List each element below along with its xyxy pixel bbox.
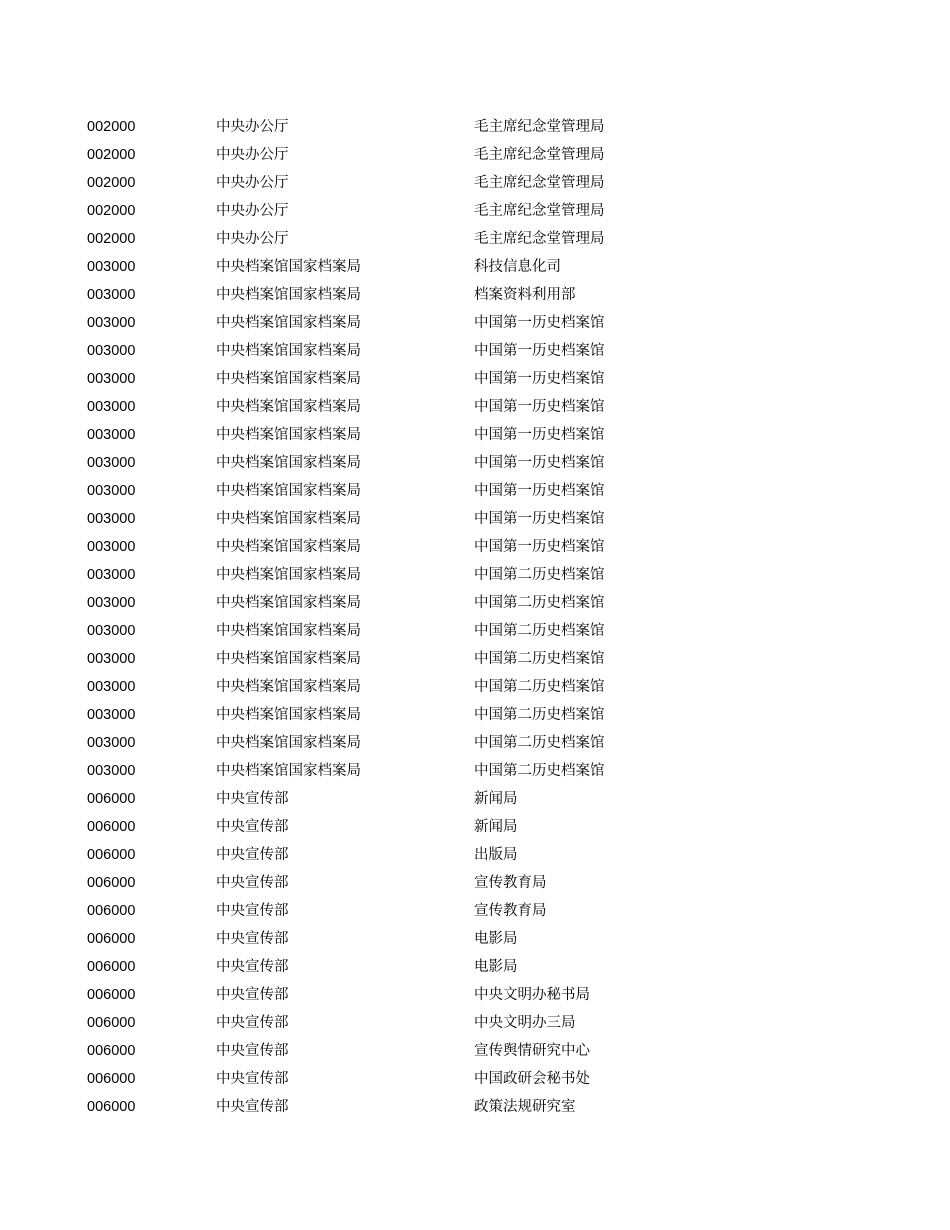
department-cell: 中央宣传部	[216, 903, 289, 919]
unit-cell: 中国第一历史档案馆	[474, 371, 605, 387]
unit-cell: 毛主席纪念堂管理局	[474, 175, 605, 191]
code-cell: 003000	[87, 539, 136, 555]
table-row	[87, 505, 867, 533]
unit-cell: 毛主席纪念堂管理局	[474, 119, 605, 135]
code-cell: 003000	[87, 343, 136, 359]
table-row	[87, 337, 867, 365]
table-row	[87, 757, 867, 785]
department-cell: 中央办公厅	[216, 175, 289, 191]
department-cell: 中央档案馆国家档案局	[216, 763, 361, 779]
table-row	[87, 645, 867, 673]
code-cell: 003000	[87, 623, 136, 639]
unit-cell: 中国第一历史档案馆	[474, 427, 605, 443]
code-cell: 003000	[87, 399, 136, 415]
table-row	[87, 141, 867, 169]
table-row	[87, 393, 867, 421]
code-cell: 003000	[87, 483, 136, 499]
department-cell: 中央办公厅	[216, 119, 289, 135]
table-row	[87, 477, 867, 505]
department-cell: 中央宣传部	[216, 875, 289, 891]
code-cell: 006000	[87, 1015, 136, 1031]
code-cell: 006000	[87, 875, 136, 891]
code-cell: 006000	[87, 847, 136, 863]
unit-cell: 中国第二历史档案馆	[474, 735, 605, 751]
unit-cell: 中央文明办秘书局	[474, 987, 590, 1003]
unit-cell: 中国第二历史档案馆	[474, 651, 605, 667]
unit-cell: 毛主席纪念堂管理局	[474, 203, 605, 219]
code-cell: 002000	[87, 231, 136, 247]
code-cell: 006000	[87, 1071, 136, 1087]
unit-cell: 中国第二历史档案馆	[474, 567, 605, 583]
table-row	[87, 1037, 867, 1065]
department-cell: 中央宣传部	[216, 847, 289, 863]
table-row	[87, 113, 867, 141]
department-cell: 中央办公厅	[216, 203, 289, 219]
department-cell: 中央宣传部	[216, 819, 289, 835]
table-row	[87, 897, 867, 925]
code-cell: 003000	[87, 315, 136, 331]
unit-cell: 宣传舆情研究中心	[474, 1043, 590, 1059]
department-cell: 中央档案馆国家档案局	[216, 455, 361, 471]
department-cell: 中央档案馆国家档案局	[216, 511, 361, 527]
data-table	[87, 113, 867, 1121]
code-cell: 002000	[87, 119, 136, 135]
department-cell: 中央档案馆国家档案局	[216, 539, 361, 555]
unit-cell: 中国第一历史档案馆	[474, 315, 605, 331]
code-cell: 002000	[87, 203, 136, 219]
department-cell: 中央宣传部	[216, 959, 289, 975]
department-cell: 中央宣传部	[216, 1043, 289, 1059]
department-cell: 中央档案馆国家档案局	[216, 707, 361, 723]
department-cell: 中央宣传部	[216, 791, 289, 807]
code-cell: 003000	[87, 455, 136, 471]
department-cell: 中央办公厅	[216, 231, 289, 247]
department-cell: 中央宣传部	[216, 1099, 289, 1115]
table-row	[87, 729, 867, 757]
unit-cell: 中国第一历史档案馆	[474, 343, 605, 359]
unit-cell: 中国政研会秘书处	[474, 1071, 590, 1087]
table-row	[87, 869, 867, 897]
table-row	[87, 953, 867, 981]
code-cell: 003000	[87, 259, 136, 275]
unit-cell: 档案资料利用部	[474, 287, 576, 303]
code-cell: 003000	[87, 567, 136, 583]
code-cell: 006000	[87, 791, 136, 807]
department-cell: 中央档案馆国家档案局	[216, 735, 361, 751]
code-cell: 002000	[87, 175, 136, 191]
table-row	[87, 253, 867, 281]
code-cell: 006000	[87, 1043, 136, 1059]
unit-cell: 中国第一历史档案馆	[474, 511, 605, 527]
unit-cell: 出版局	[474, 847, 518, 863]
table-row	[87, 169, 867, 197]
unit-cell: 科技信息化司	[474, 259, 561, 275]
code-cell: 006000	[87, 819, 136, 835]
code-cell: 003000	[87, 595, 136, 611]
unit-cell: 中国第一历史档案馆	[474, 539, 605, 555]
department-cell: 中央档案馆国家档案局	[216, 371, 361, 387]
code-cell: 006000	[87, 903, 136, 919]
table-row	[87, 701, 867, 729]
unit-cell: 毛主席纪念堂管理局	[474, 147, 605, 163]
unit-cell: 电影局	[474, 931, 518, 947]
department-cell: 中央档案馆国家档案局	[216, 399, 361, 415]
table-row	[87, 197, 867, 225]
unit-cell: 中国第一历史档案馆	[474, 455, 605, 471]
table-row	[87, 981, 867, 1009]
table-row	[87, 589, 867, 617]
table-row	[87, 533, 867, 561]
table-row	[87, 785, 867, 813]
code-cell: 003000	[87, 427, 136, 443]
table-row	[87, 421, 867, 449]
department-cell: 中央档案馆国家档案局	[216, 567, 361, 583]
table-row	[87, 925, 867, 953]
unit-cell: 电影局	[474, 959, 518, 975]
table-row	[87, 281, 867, 309]
code-cell: 006000	[87, 959, 136, 975]
code-cell: 002000	[87, 147, 136, 163]
table-row	[87, 309, 867, 337]
department-cell: 中央办公厅	[216, 147, 289, 163]
department-cell: 中央宣传部	[216, 1015, 289, 1031]
code-cell: 003000	[87, 763, 136, 779]
unit-cell: 中国第二历史档案馆	[474, 707, 605, 723]
code-cell: 003000	[87, 371, 136, 387]
department-cell: 中央宣传部	[216, 931, 289, 947]
department-cell: 中央档案馆国家档案局	[216, 483, 361, 499]
table-row	[87, 449, 867, 477]
code-cell: 006000	[87, 1099, 136, 1115]
unit-cell: 宣传教育局	[474, 875, 547, 891]
unit-cell: 宣传教育局	[474, 903, 547, 919]
department-cell: 中央档案馆国家档案局	[216, 427, 361, 443]
code-cell: 003000	[87, 735, 136, 751]
unit-cell: 中国第二历史档案馆	[474, 763, 605, 779]
code-cell: 003000	[87, 287, 136, 303]
code-cell: 006000	[87, 987, 136, 1003]
unit-cell: 中国第二历史档案馆	[474, 595, 605, 611]
unit-cell: 新闻局	[474, 819, 518, 835]
unit-cell: 中国第一历史档案馆	[474, 399, 605, 415]
department-cell: 中央档案馆国家档案局	[216, 287, 361, 303]
table-row	[87, 365, 867, 393]
department-cell: 中央档案馆国家档案局	[216, 343, 361, 359]
code-cell: 003000	[87, 679, 136, 695]
department-cell: 中央档案馆国家档案局	[216, 651, 361, 667]
table-row	[87, 561, 867, 589]
unit-cell: 政策法规研究室	[474, 1099, 576, 1115]
table-row	[87, 1065, 867, 1093]
unit-cell: 中央文明办三局	[474, 1015, 576, 1031]
code-cell: 003000	[87, 511, 136, 527]
table-row	[87, 1093, 867, 1121]
department-cell: 中央档案馆国家档案局	[216, 679, 361, 695]
code-cell: 003000	[87, 707, 136, 723]
table-row	[87, 673, 867, 701]
unit-cell: 中国第二历史档案馆	[474, 623, 605, 639]
table-row	[87, 617, 867, 645]
table-row	[87, 813, 867, 841]
unit-cell: 毛主席纪念堂管理局	[474, 231, 605, 247]
department-cell: 中央档案馆国家档案局	[216, 595, 361, 611]
unit-cell: 中国第二历史档案馆	[474, 679, 605, 695]
table-row	[87, 841, 867, 869]
code-cell: 003000	[87, 651, 136, 667]
table-row	[87, 1009, 867, 1037]
table-row	[87, 225, 867, 253]
code-cell: 006000	[87, 931, 136, 947]
department-cell: 中央档案馆国家档案局	[216, 259, 361, 275]
department-cell: 中央档案馆国家档案局	[216, 315, 361, 331]
department-cell: 中央档案馆国家档案局	[216, 623, 361, 639]
unit-cell: 中国第一历史档案馆	[474, 483, 605, 499]
department-cell: 中央宣传部	[216, 987, 289, 1003]
department-cell: 中央宣传部	[216, 1071, 289, 1087]
unit-cell: 新闻局	[474, 791, 518, 807]
